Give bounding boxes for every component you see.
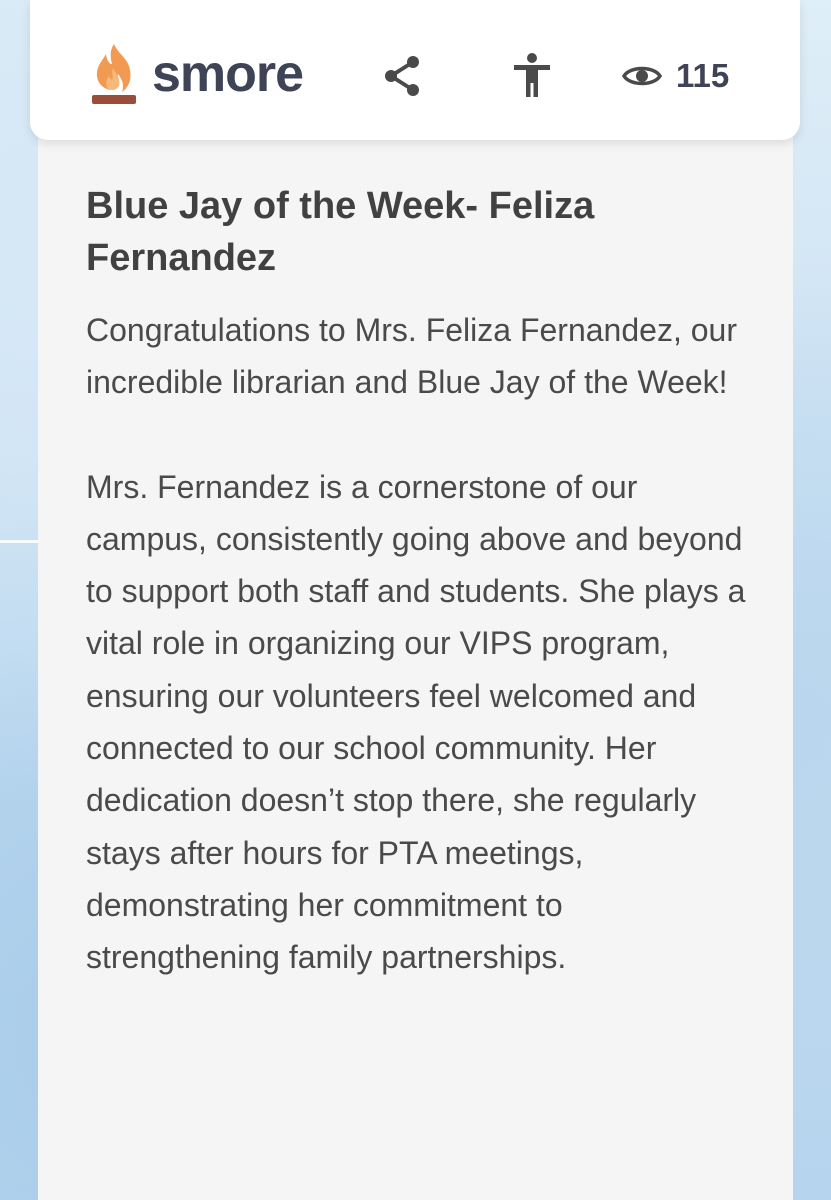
background-streak [0,540,40,543]
intro-paragraph: Congratulations to Mrs. Feliza Fernandez, our incredible librarian and Blue Jay of the Week! [86,312,737,401]
brand-name: smore [152,45,304,103]
article-card [38,130,793,1200]
share-button[interactable] [380,52,424,100]
share-icon [382,54,422,98]
campfire-icon [88,40,140,108]
accessibility-icon [512,53,552,99]
accessibility-button[interactable] [510,52,554,100]
view-counter [622,54,729,98]
main-paragraph: Mrs. Fernandez is a cornerstone of our campus, consistently going above and beyond to support both staff and students. She plays a vital role in organizing our VIPS program, ensuring our volunteers feel welcomed and connected to our school community. Her dedication doesn’t stop there, she regularly stays after hours for PTA meetings, demonstrating her commitment to strengthening family partnerships. [86,468,746,976]
smore-logo[interactable] [88,40,303,108]
article-body [86,304,766,984]
eye-icon [622,63,662,89]
view-count: 115 [676,57,730,94]
article-title: Blue Jay of the Week- Feliza Fernandez [86,185,595,279]
top-header [30,0,800,140]
